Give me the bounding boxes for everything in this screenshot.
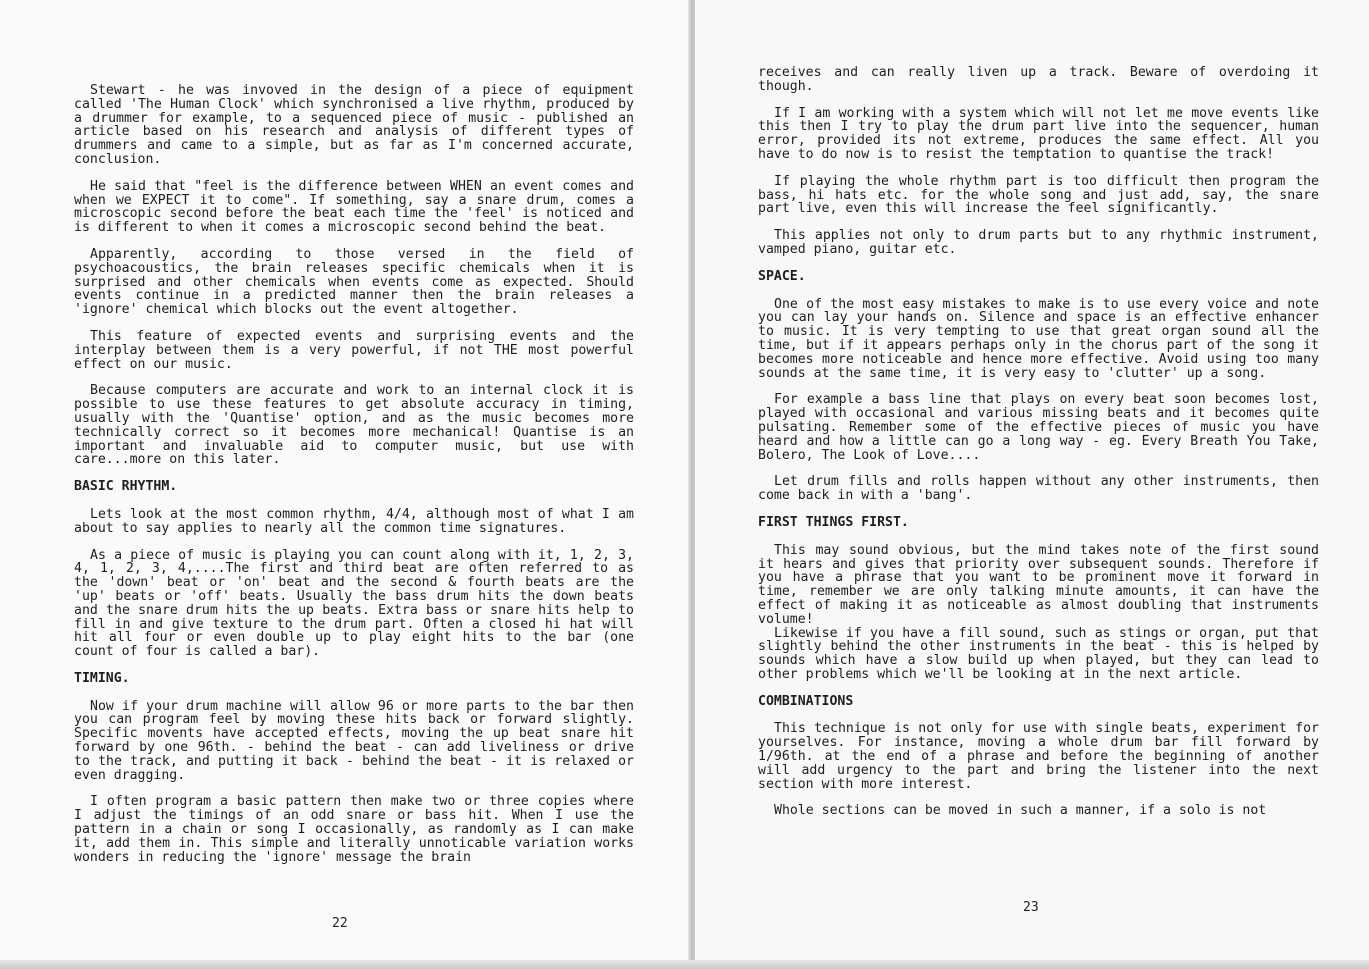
section-heading: COMBINATIONS [758,693,854,709]
paragraph: Stewart - he was invoved in the design of a piece of equipment called 'The Human Clock' which synchronised a live rhythm, produced by a drummer for example, to a sequenced piece of music - published an article based on his research and analysis of different types of drummers and came to a simple, but as far as I'm concerned accurate, conclusion. [74,83,634,167]
paragraph: This technique is not only for use with single beats, experiment for yourselves. For instance, moving a whole drum bar fill forward by 1/96th. at the end of a phrase and before the beginning of another will add urgency to the part and bring the listener into the next section with more interest. [758,721,1319,792]
paragraph: Apparently, according to those versed in the field of psychoacoustics, the brain releases specific chemicals when it is surprised and other chemicals when events come as expected. Should events continue in a predicted manner then the brain releases a 'ignore' chemical which blocks out the event altogether. [74,246,634,318]
paragraph: This applies not only to drum parts but to any rhythmic instrument, vamped piano, guitar etc. [758,228,1319,257]
paragraph: For example a bass line that plays on every beat soon becomes lost, played with occasional and various missing beats and it becomes quite pulsating. Remember some of the effective pieces of music you have heard and how a little can go a long way - eg. Every Breath You Take, Bolero, The Look of Love.... [758,392,1319,463]
right-page [695,0,1369,969]
paragraph: I often program a basic pattern then make two or three copies where I adjust the timings of an odd snare or bass hit. When I use the pattern in a chain or song I occasionally, as randomly as I can make it, add them in. This simple and literally unnoticable variation works wonders in reducing the 'ignore' message the brain [74,794,634,865]
section-heading: SPACE. [758,268,806,284]
paragraph: This may sound obvious, but the mind takes note of the first sound it hears and gives that priority over subsequent sounds. Therefore if you have a phrase that you want to be prominent move it forward in time, remember we are only talking minute amounts, it can have the effect of making it as noticeable as almost doubling that instruments volume! [758,542,1319,627]
paragraph: Now if your drum machine will allow 96 or more parts to the bar then you can program feel by moving these hits back or forward slightly. Specific movents have accepted effects, moving the up beat snare hit forward by one 96th. - behind the beat - can add liveliness or drive to the track, and putting it back - behind the beat - it is relaxed or even dragging. [74,698,634,783]
section-heading: TIMING. [74,670,130,686]
paragraph: Because computers are accurate and work to an internal clock it is possible to use these features to get absolute accuracy in timing, usually with the 'Quantise' option, and as the music becomes more technically correct so it becomes more mechanical! Quantise is an important and invaluable aid to computer music, but use with care...more on this later. [74,383,634,468]
paragraph: Whole sections can be moved in such a manner, if a solo is not [774,803,1267,819]
page-number-left: 22 [332,916,348,931]
page-bottom-edge [0,960,1369,969]
left-page-text [74,84,634,877]
section-heading: FIRST THINGS FIRST. [758,514,909,530]
paragraph: If I am working with a system which will not let me move events like this then I try to play the drum part live into the sequencer, human error, provided its not extreme, produces the same effect. All you have to do now is to resist the temptation to quantise the track! [758,105,1319,162]
paragraph: Let drum fills and rolls happen without any other instruments, then come back in with a 'bang'. [758,474,1319,504]
paragraph: As a piece of music is playing you can count along with it, 1, 2, 3, 4, 1, 2, 3, 4,....The first and third beat are often referred to as the 'down' beat or 'on' beat and the second & fourth beats are the 'up' beats or 'off' beats. Usually the bass drum hits the down beats and the snare drum hits the up beats. Extra bass or snare hits help to fill in and give texture to the drum part. Often a closed hi hat will hit all four or even double up to play eight hits to the bar (one count of four is called a bar). [74,547,634,660]
paragraph: This feature of expected events and surprising events and the interplay between them is a very powerful, if not THE most powerful effect on our music. [74,328,634,372]
paragraph: Likewise if you have a fill sound, such as stings or organ, put that slightly behind the other instruments in the beat - this is helped by sounds which have a slow build up when played, but they can lead to other problems which we'll be looking at in the next article. [758,625,1319,682]
section-heading: BASIC RHYTHM. [74,479,178,495]
paragraph: He said that "feel is the difference between WHEN an event comes and when we EXPECT it to come". If something, say a snare drum, comes a microscopic second before the beat each time the 'feel' is noticed and is different to when it comes a microscopic second behind the beat. [74,178,634,236]
right-page-text [758,66,1319,831]
paragraph: One of the most easy mistakes to make is to use every voice and note you can lay your hands on. Silence and space is an effective enhancer to music. It is very tempting to use that great organ sound all the time, but if it appears perhaps only in the chorus part of the song it becomes more noticeable and hence more effective. Avoid using too many sounds at the same time, it is very easy to 'clutter' up a song. [758,296,1319,381]
paragraph: Lets look at the most common rhythm, 4/4, although most of what I am about to say applies to nearly all the common time signatures. [74,506,634,536]
paragraph: If playing the whole rhythm part is too difficult then program the bass, hi hats etc. for the whole song and just add, say, the snare part live, even this will increase the feel significantly. [758,173,1319,217]
page-number-right: 23 [1023,900,1039,915]
paragraph: receives and can really liven up a track. Beware of overdoing it though. [758,65,1319,94]
